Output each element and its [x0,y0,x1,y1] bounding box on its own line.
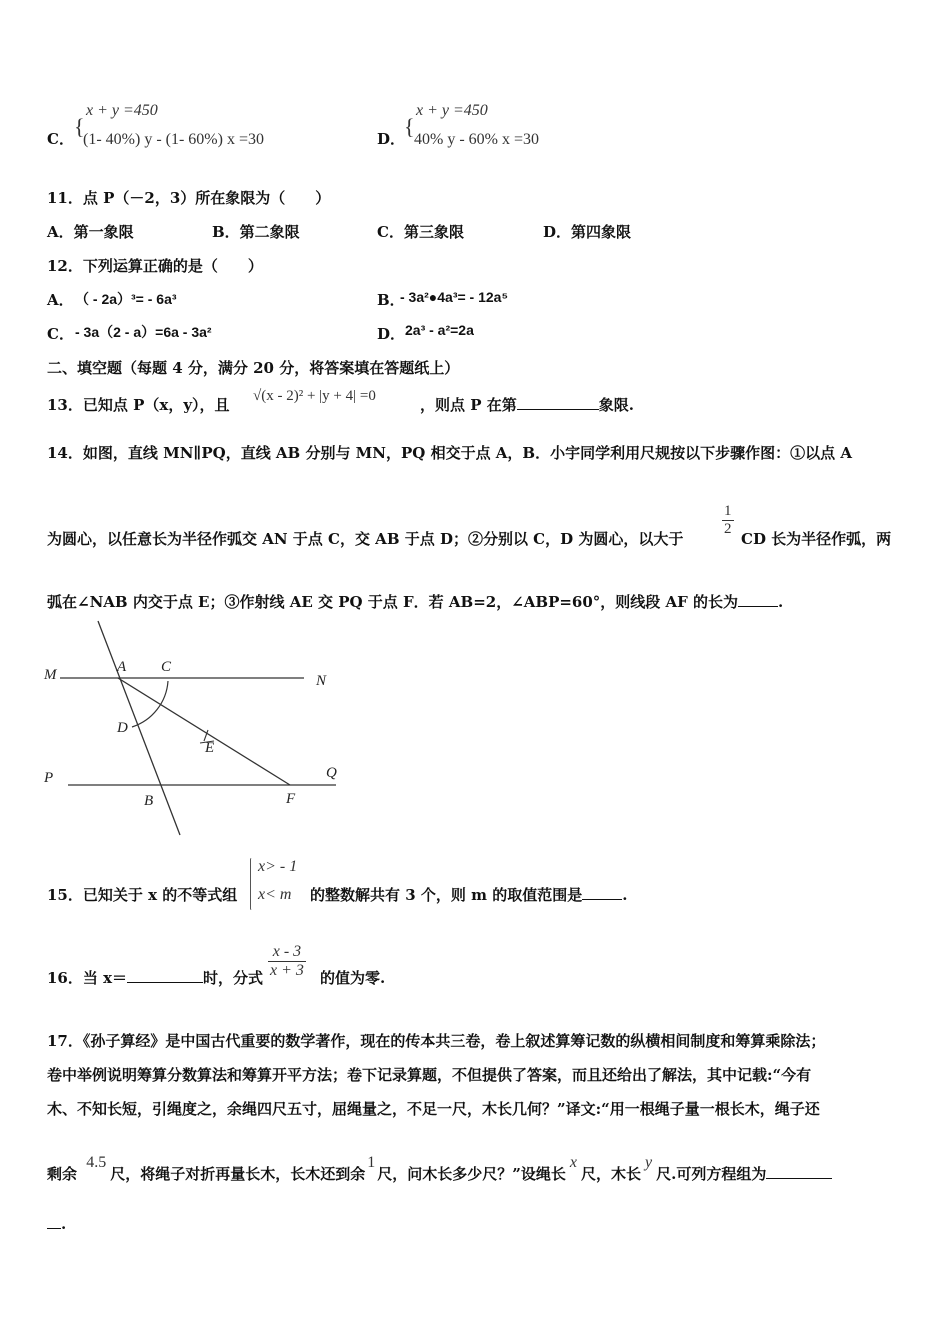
q11-option-b: B．第二象限 [212,223,300,241]
q17-line5 [47,1215,66,1233]
q14-fraction [722,503,734,538]
q15-suffix-text: 的整数解共有 3 个，则 m 的取值范围是 [310,886,583,904]
label-f: F [286,791,296,807]
q15-end: . [622,886,628,904]
q14-frac-denominator: 2 [724,521,732,537]
q10-d-brace: { [404,114,415,139]
q16-answer-blank[interactable] [127,982,203,983]
q13-prefix: 13．已知点 P（x，y），且 [47,396,230,414]
q11-option-a: A．第一象限 [47,223,134,241]
q17-answer-blank-cont[interactable] [47,1228,61,1229]
q15-answer-blank[interactable] [582,899,622,900]
label-n: N [316,673,327,689]
q17-line5-end: . [61,1215,67,1233]
q10-c-eq1: x + y =450 [86,102,158,119]
label-a: A [117,659,127,675]
q17-line2: 卷中举例说明筹算分数算法和筹算开平方法；卷下记录算题，不但提供了答案，而且还给出了解法，其中记载:“今有 [47,1066,812,1084]
q13-expression: √(x - 2)² + |y + 4| =0 [253,388,376,404]
q14-geometry-figure [40,615,350,845]
q14-line2a: 为圆心，以任意长为半径作弧交 AN 于点 C，交 AB 于点 D；②分别以 C，D 为圆心，以大于 [47,530,684,548]
arc-cd [132,681,168,727]
q16-middle: 时，分式 [203,969,264,987]
label-d: D [117,720,128,736]
q10-option-d-label: D． [377,130,406,148]
q14-line3-text: 弧在∠NAB 内交于点 E；③作射线 AE 交 PQ 于点 F．若 AB=2，∠ABP=60°，则线段 AF 的长为 [47,593,739,611]
q17-l4-v2: 1 [367,1154,376,1171]
q14-line3 [47,591,783,612]
q17-l4-v1: 4.5 [86,1154,107,1171]
q14-line2b: CD 长为半径作弧，两 [741,530,892,548]
q10-d-eq1: x + y =450 [416,102,488,119]
q17-l4-a: 剩余 [47,1165,78,1183]
q17-line3: 木、不知长短，引绳度之，余绳四尺五寸，屈绳量之，不足一尺，木长几何？”译文:“用一根绳子量一根长木，绳子还 [47,1100,820,1118]
ray-af [118,678,290,785]
q15-suffix [310,884,627,905]
q13-suffix [420,394,634,415]
label-q: Q [326,765,337,781]
q13-answer-blank[interactable] [517,409,599,410]
q12-option-a-label: A． [47,291,74,309]
line-ab [98,621,180,835]
q16-line [47,967,263,988]
q11-stem: 11．点 P（－2，3）所在象限为（ ） [47,189,331,207]
q17-line4 [47,1154,832,1184]
q12-option-d-label: D． [377,325,406,343]
q14-line3-end: . [778,593,784,611]
label-m: M [44,667,57,683]
label-c: C [161,659,172,675]
q10-c-eq2: (1- 40%) y - (1- 60%) x =30 [83,131,264,148]
label-e: E [205,740,215,756]
q17-line1: 17．《孙子算经》是中国古代重要的数学著作，现在的传本共三卷，卷上叙述算筹记数的纵横相间制度和筹算乘除法； [47,1032,826,1050]
q16-suffix: 的值为零. [320,969,386,987]
q17-answer-blank[interactable] [766,1178,832,1179]
q10-d-eq2: 40% y - 60% x =30 [414,131,540,148]
q13-suffix-b: 象限. [598,396,634,414]
label-b: B [144,793,154,809]
q12-stem: 12．下列运算正确的是（ ） [47,257,263,275]
q16-fraction [268,943,306,980]
q12-option-c-label: C． [47,325,74,343]
q12-option-a: （ - 2a）³= - 6a³ [75,291,177,307]
q17-l4-d: 尺，木长 [581,1165,642,1183]
q17-l4-e: 尺.可列方程组为 [656,1165,767,1183]
q15-prefix: 15．已知关于 x 的不等式组 [47,886,238,904]
q11-option-d: D．第四象限 [543,223,632,241]
q14-line1: 14．如图，直线 MN∥PQ，直线 AB 分别与 MN，PQ 相交于点 A，B．小宇同学利用尺规按以下步骤作图：①以点 A [47,444,852,462]
q16-numerator: x - 3 [268,943,306,962]
q16-prefix: 16．当 x＝ [47,969,128,987]
q12-option-b-label: B． [377,291,405,309]
q16-denominator: x + 3 [270,962,304,979]
q12-option-c: - 3a（2 - a）=6a - 3a² [75,324,212,340]
q11-option-c: C．第三象限 [377,223,464,241]
q12-option-b: - 3a²●4a³= - 12a⁵ [400,289,509,305]
q10-c-brace: { [74,114,85,139]
q17-l4-v3: x [569,1154,578,1171]
q14-frac-numerator: 1 [724,503,732,519]
q17-l4-v4: y [645,1154,653,1171]
q15-ineq2: x< m [258,886,292,903]
q14-answer-blank[interactable] [738,606,778,607]
q15-brace [250,858,253,910]
q15-ineq1: x> - 1 [258,858,298,875]
q12-option-d: 2a³ - a²=2a [405,322,474,338]
q10-option-c-label: C． [47,130,74,148]
q17-l4-c: 尺，问木长多少尺？”设绳长 [377,1165,566,1183]
section2-heading: 二、填空题（每题 4 分，满分 20 分，将答案填在答题纸上） [47,359,460,377]
q13-suffix-a: ，则点 P 在第 [420,396,517,414]
label-p: P [44,770,54,786]
q17-l4-b: 尺，将绳子对折再量长木，长木还到余 [110,1165,366,1183]
